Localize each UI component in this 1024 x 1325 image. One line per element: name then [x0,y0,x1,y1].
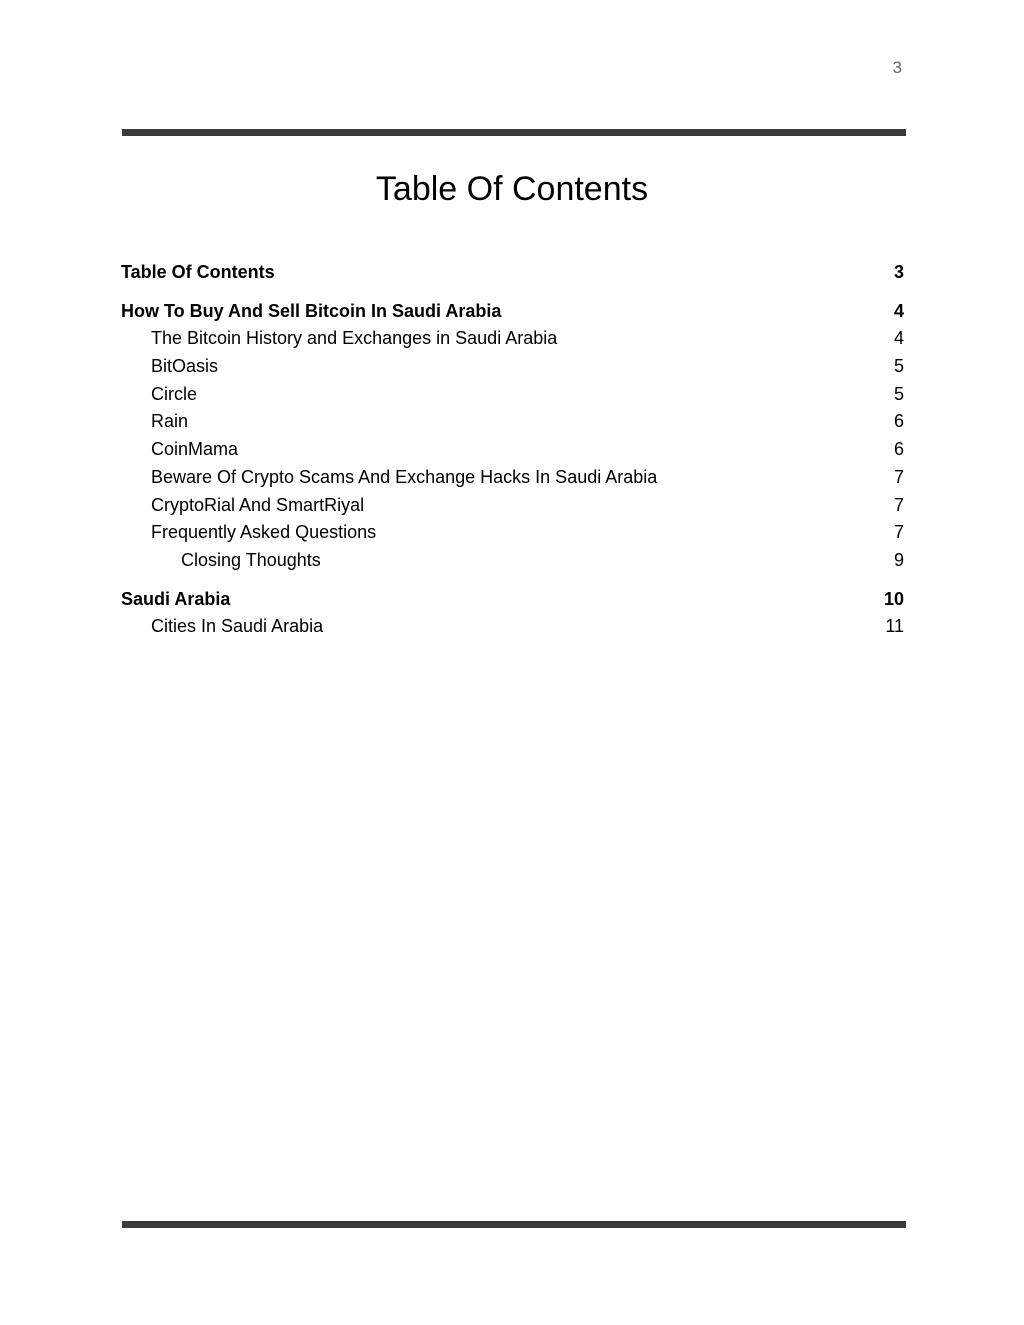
toc-entry-bitcoin-history[interactable] [121,325,904,353]
toc-entry-table-of-contents[interactable] [121,259,904,287]
page-title: Table Of Contents [375,170,649,208]
toc-entry-label: CoinMama [151,439,239,460]
bottom-divider [122,1221,906,1228]
toc-entry-page: 4 [893,328,904,349]
toc-entry-frequently-asked-questions[interactable] [121,519,904,547]
toc-entry-cities-in-saudi-arabia[interactable] [121,613,904,641]
toc-entry-page: 5 [893,356,904,377]
toc-entry-circle[interactable] [121,381,904,409]
top-divider [122,129,906,136]
toc-entry-saudi-arabia[interactable] [121,586,904,614]
toc-entry-page: 5 [893,383,904,404]
toc-entry-label: BitOasis [151,356,219,377]
toc-entry-label: Rain [151,411,189,432]
toc-entry-page: 6 [893,439,904,460]
toc-entry-page: 7 [893,466,904,487]
toc-entry-label: Saudi Arabia [121,588,231,609]
toc-entry-beware-of-crypto-scams[interactable] [121,464,904,492]
toc-entry-label: The Bitcoin History and Exchanges in Saudi Arabia [151,328,558,349]
toc-entry-label: How To Buy And Sell Bitcoin In Saudi Arabia [121,300,502,321]
toc-entry-label: Table Of Contents [121,262,275,282]
page-number: 3 [892,58,902,77]
toc-entry-page: 10 [883,588,904,609]
toc-entry-page: 3 [893,262,904,282]
toc-entry-page: 4 [893,300,904,321]
toc-entry-page: 9 [893,549,904,570]
toc-entry-cryptorial-and-smartriyal[interactable] [121,492,904,520]
toc-entry-bitoasis[interactable] [121,353,904,381]
table-of-contents [121,259,904,641]
toc-entry-page: 7 [893,522,904,543]
toc-entry-how-to-buy-and-sell-bitcoin[interactable] [121,298,904,326]
toc-entry-label: CryptoRial And SmartRiyal [151,494,365,515]
toc-entry-label: Frequently Asked Questions [151,522,377,543]
toc-entry-rain[interactable] [121,408,904,436]
toc-entry-page: 7 [893,494,904,515]
toc-entry-coinmama[interactable] [121,436,904,464]
toc-entry-label: Closing Thoughts [181,549,321,570]
toc-entry-label: Cities In Saudi Arabia [151,616,324,637]
toc-entry-label: Beware Of Crypto Scams And Exchange Hacks In Saudi Arabia [151,466,658,487]
toc-entry-label: Circle [151,383,198,404]
toc-entry-page: 6 [893,411,904,432]
toc-entry-closing-thoughts[interactable] [121,547,904,575]
toc-entry-page: 11 [885,616,904,637]
